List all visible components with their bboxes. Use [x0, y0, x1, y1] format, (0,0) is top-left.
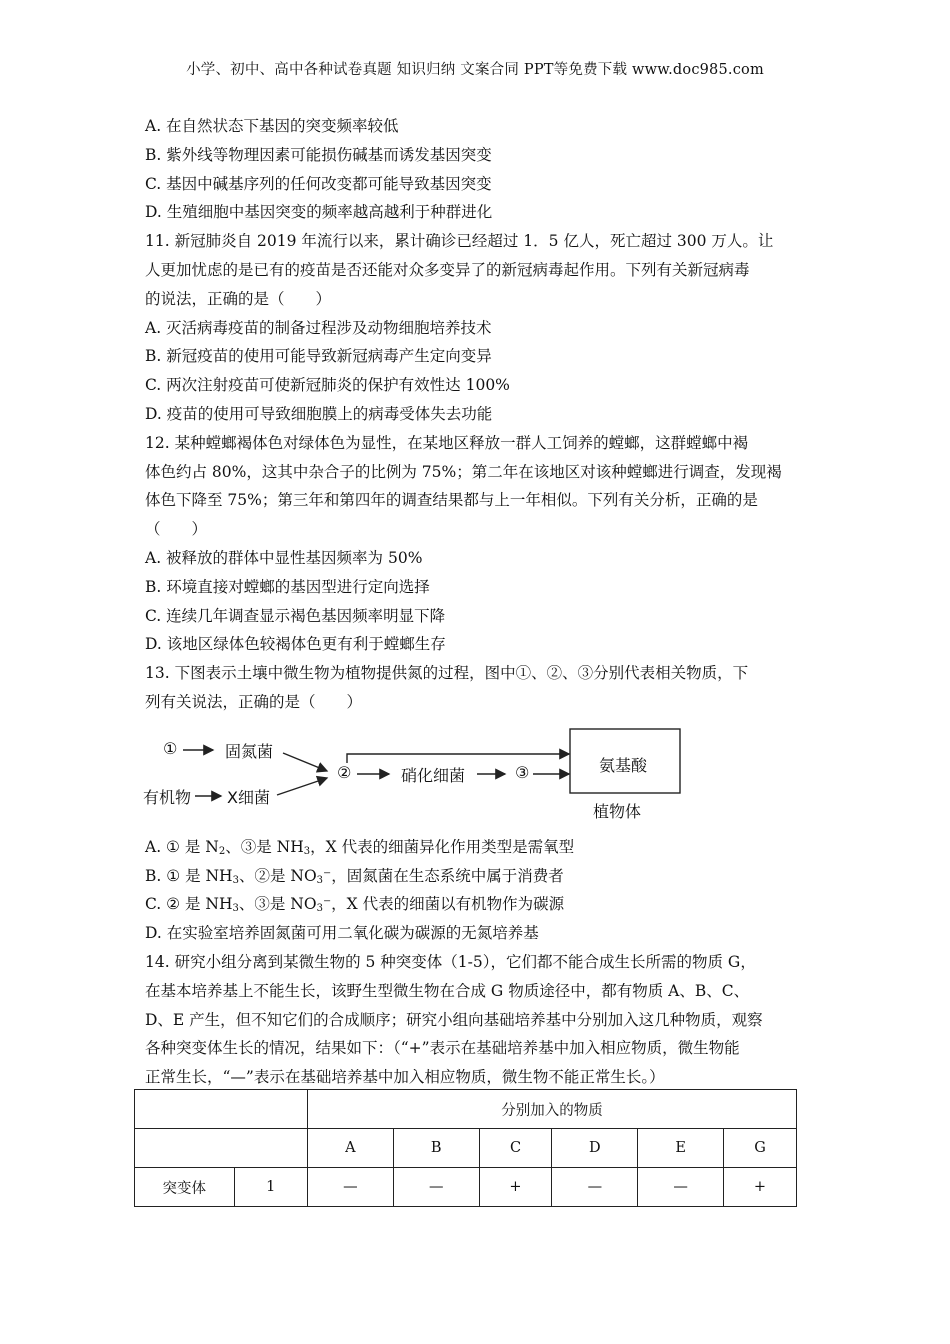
q12-option-b: B. 环境直接对螳螂的基因型进行定向选择 — [145, 577, 430, 596]
arrow-x-to-2 — [277, 778, 327, 795]
q12-stem-line-2: 体色约占 80%，这其中杂合子的比例为 75%；第二年在该地区对该种螳螂进行调查，发现褐 — [145, 462, 782, 481]
column-header-e: E — [638, 1129, 724, 1168]
cell-a: — — [308, 1168, 394, 1207]
q14-stem-line-4: 各种突变体生长的情况，结果如下：（“+”表示在基础培养基中加入相应物质，微生物能 — [145, 1039, 740, 1058]
q12-option-c: C. 连续几年调查显示褐色基因频率明显下降 — [145, 606, 446, 625]
table-row — [135, 1168, 797, 1207]
q14-stem-line-3: D、E 产生，但不知它们的合成顺序；研究小组向基础培养基中分别加入这几种物质，观察 — [145, 1010, 763, 1029]
q11-option-c: C. 两次注射疫苗可使新冠肺炎的保护有效性达 100% — [145, 376, 510, 395]
q12-stem-line-1: 12. 某种螳螂褐体色对绿体色为显性，在某地区释放一群人工饲养的螳螂，这群螳螂中褐 — [145, 433, 749, 452]
q13-stem-line-1: 13. 下图表示土壤中微生物为植物提供氮的过程，图中①、②、③分别代表相关物质，下 — [145, 664, 749, 683]
page-header: 小学、初中、高中各种试卷真题 知识归纳 文案合同 PPT等免费下载 www.doc985.com — [186, 62, 764, 78]
q14-stem-line-5: 正常生长，“—”表示在基础培养基中加入相应物质，微生物不能正常生长。） — [145, 1068, 665, 1087]
table-group-header: 分别加入的物质 — [308, 1090, 797, 1129]
diagram-node-1: ① — [163, 738, 178, 758]
q13-option-b: B. ① 是 $NH_3$、②是 $NO_3^-$，固氮菌在生态系统中属于消费者 — [145, 866, 564, 886]
mutant-growth-table — [134, 1089, 797, 1207]
diagram-x-bacteria: X细菌 — [227, 787, 270, 807]
cell-c: + — [479, 1168, 552, 1207]
table-column-row — [135, 1129, 797, 1168]
q10-option-d: D. 生殖细胞中基因突变的频率越高越利于种群进化 — [145, 203, 493, 222]
q13-stem-line-2: 列有关说法，正确的是（ ） — [145, 692, 363, 711]
diagram-amino-acid: 氨基酸 — [599, 755, 648, 775]
column-header-a: A — [308, 1129, 394, 1168]
column-header-d: D — [552, 1129, 638, 1168]
q13-option-c: C. ② 是 $NH_3$、③是 $NO_3^-$，X 代表的细菌以有机物作为碳源 — [145, 895, 565, 915]
q10-option-c: C. 基因中碱基序列的任何改变都可能导致基因突变 — [145, 174, 492, 193]
q11-option-d: D. 疫苗的使用可导致细胞膜上的病毒受体失去功能 — [145, 404, 493, 423]
q12-option-a: A. 被释放的群体中显性基因频率为 50% — [145, 548, 423, 567]
q11-option-a: A. 灭活病毒疫苗的制备过程涉及动物细胞培养技术 — [145, 318, 492, 337]
row-index: 1 — [234, 1168, 307, 1207]
q11-stem-line-1: 11. 新冠肺炎自 2019 年流行以来，累计确诊已经超过 1．5 亿人，死亡超过 300 万人。让 — [145, 232, 774, 251]
q10-option-b: B. 紫外线等物理因素可能损伤碱基而诱发基因突变 — [145, 145, 492, 164]
table-empty-cell — [135, 1129, 308, 1168]
arrow-2-to-plant — [347, 754, 569, 763]
q11-stem-line-2: 人更加忧虑的是已有的疫苗是否还能对众多变异了的新冠病毒起作用。下列有关新冠病毒 — [145, 260, 750, 279]
column-header-g: G — [724, 1129, 797, 1168]
cell-d: — — [552, 1168, 638, 1207]
nitrogen-flow-diagram — [145, 723, 805, 831]
cell-b: — — [393, 1168, 479, 1207]
table-header-row — [135, 1090, 797, 1129]
cell-e: — — [638, 1168, 724, 1207]
column-header-b: B — [393, 1129, 479, 1168]
q10-option-a: A. 在自然状态下基因的突变频率较低 — [145, 117, 399, 135]
diagram-node-3: ③ — [515, 762, 530, 782]
q13-option-d: D. 在实验室培养固氮菌可用二氧化碳为碳源的无氮培养基 — [145, 924, 539, 943]
q14-stem-line-2: 在基本培养基上不能生长，该野生型微生物在合成 G 物质途径中，都有物质 A、B、C、 — [145, 981, 750, 1000]
q14-stem-line-1: 14. 研究小组分离到某微生物的 5 种突变体（1-5），它们都不能合成生长所需的物质 G， — [145, 952, 756, 971]
cell-g: + — [724, 1168, 797, 1207]
q13-option-a: A. ① 是 $N_2$、③是 $NH_3$，X 代表的细菌异化作用类型是需氧型 — [145, 837, 575, 857]
arrow-fixer-to-2 — [283, 753, 327, 771]
q11-option-b: B. 新冠疫苗的使用可能导致新冠病毒产生定向变异 — [145, 347, 492, 366]
diagram-nitrifying-bacteria: 硝化细菌 — [401, 765, 466, 785]
diagram-plant-body: 植物体 — [593, 801, 642, 821]
diagram-node-2: ② — [337, 762, 352, 782]
diagram-organic-matter: 有机物 — [143, 787, 192, 807]
diagram-nitrogen-fixer: 固氮菌 — [225, 741, 274, 761]
q11-stem-line-3: 的说法，正确的是（ ） — [145, 289, 332, 308]
column-header-c: C — [479, 1129, 552, 1168]
q12-option-d: D. 该地区绿体色较褐体色更有利于螳螂生存 — [145, 635, 446, 654]
exam-content — [145, 112, 805, 1092]
row-label: 突变体 — [135, 1168, 235, 1207]
q12-stem-line-4: （ ） — [145, 520, 208, 539]
table-corner-cell — [135, 1090, 308, 1129]
q12-stem-line-3: 体色下降至 75%；第三年和第四年的调查结果都与上一年相似。下列有关分析，正确的是 — [145, 491, 758, 510]
